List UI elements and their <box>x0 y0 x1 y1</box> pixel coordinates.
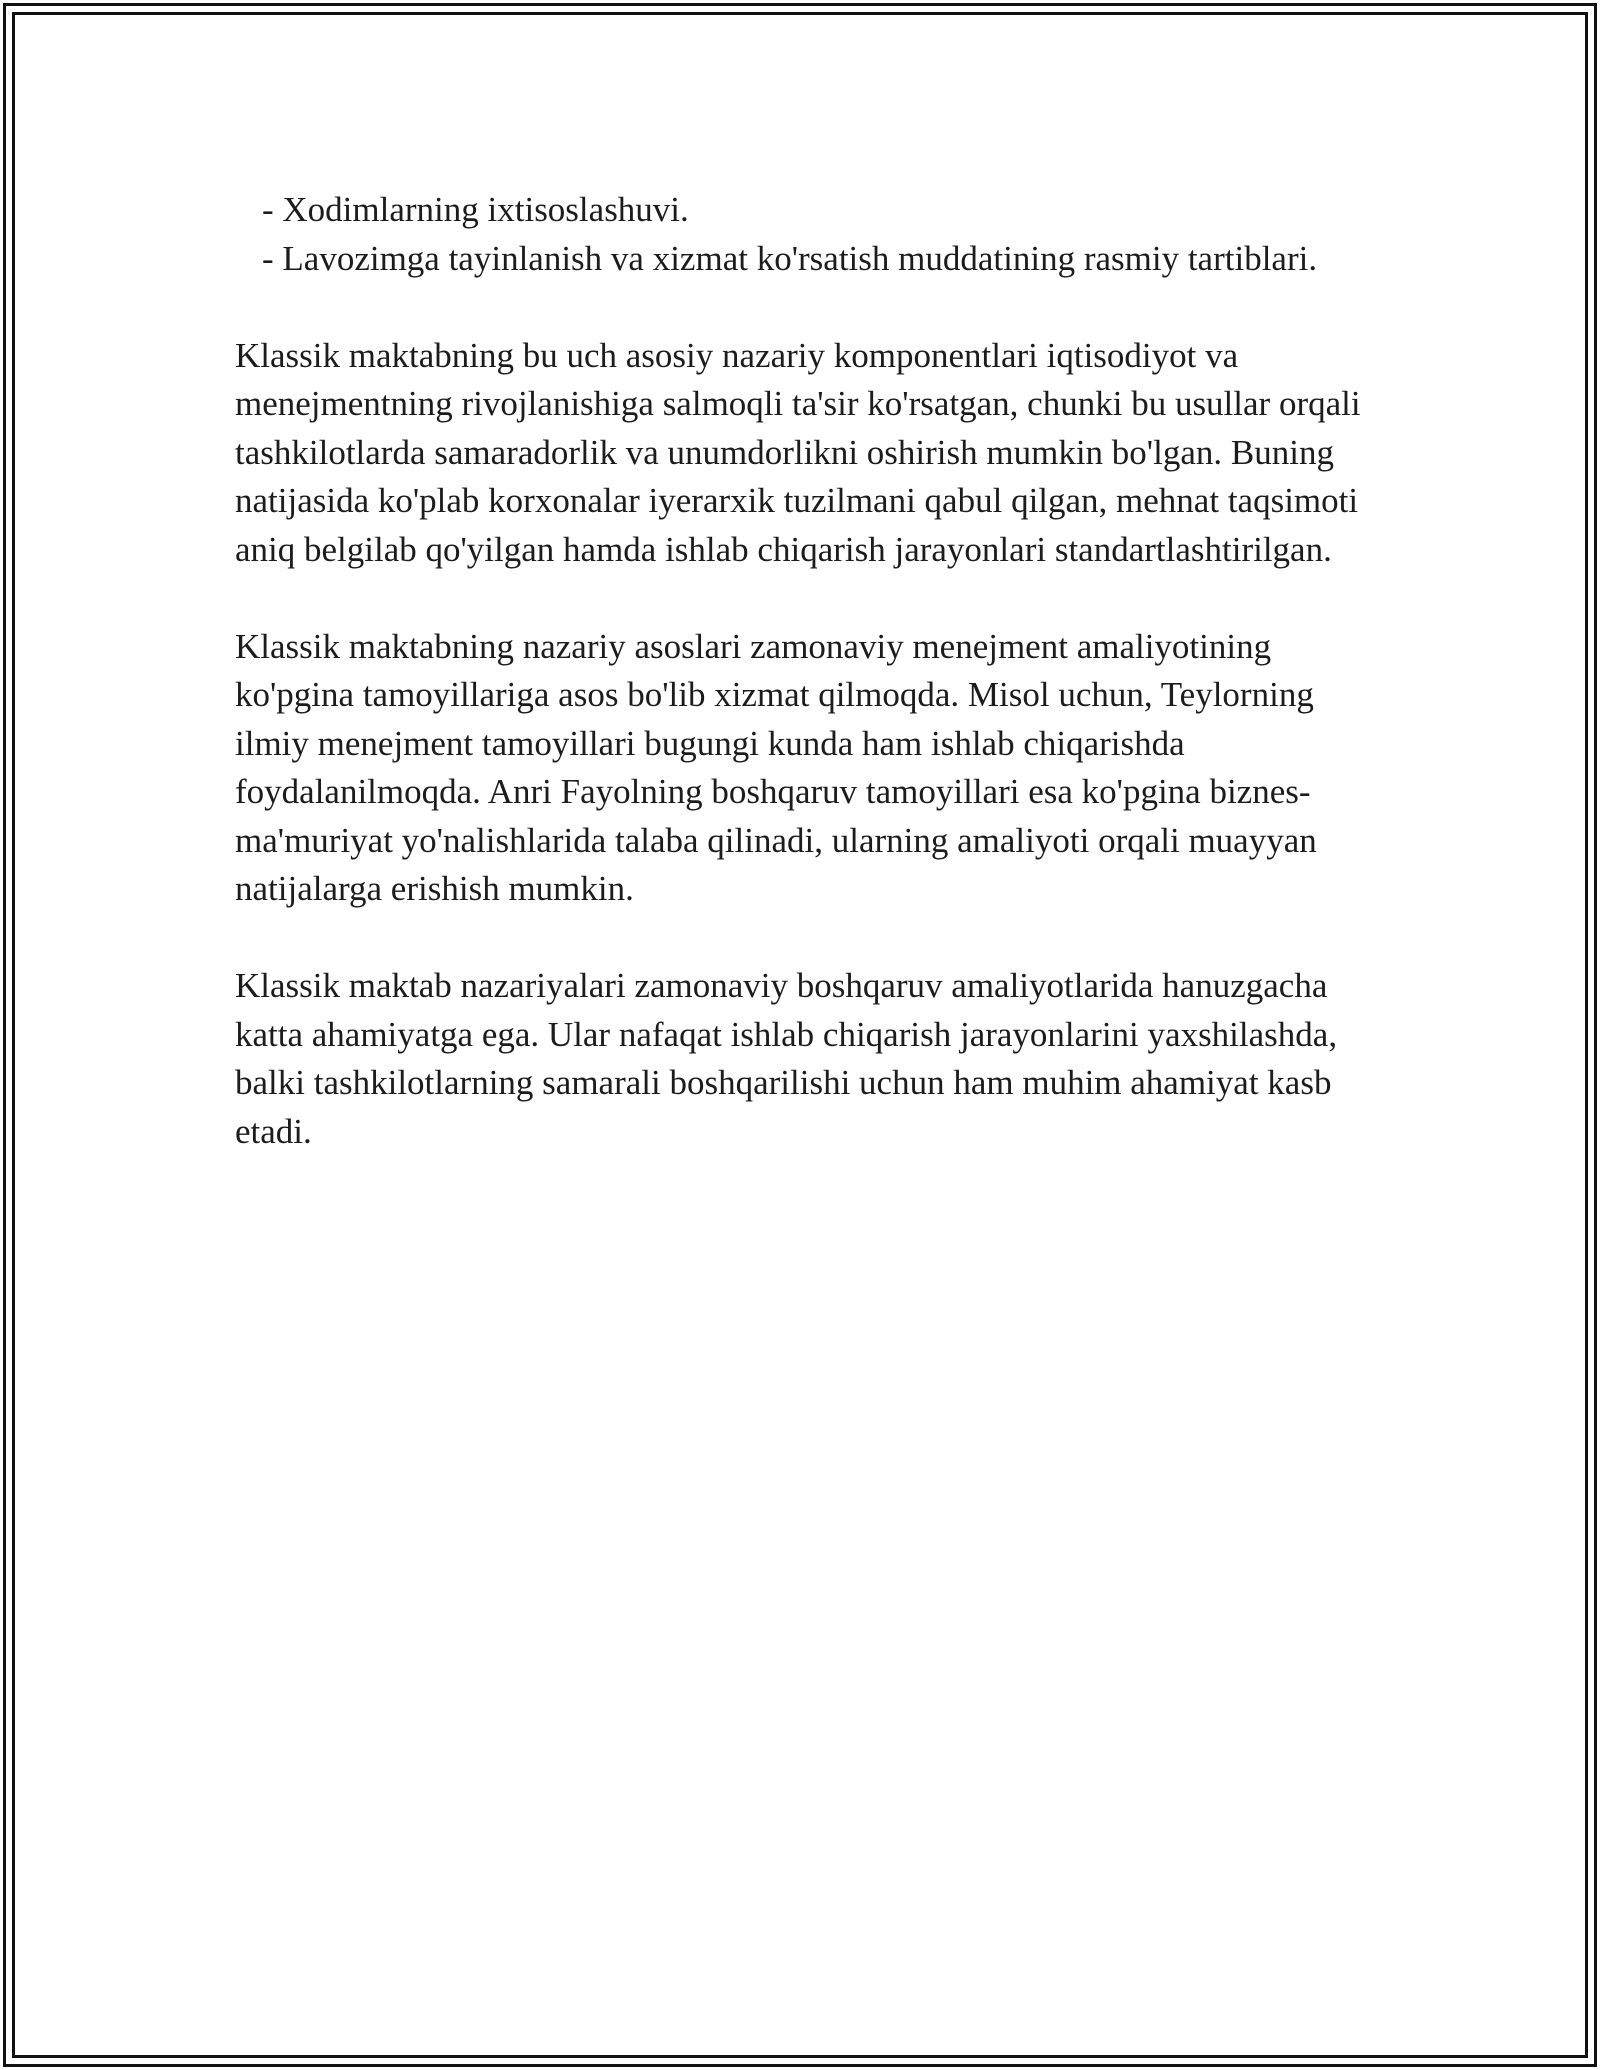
list-item: - Lavozimga tayinlanish va xizmat ko'rsatish muddatining rasmiy tartiblari. <box>262 238 1318 278</box>
document-body <box>235 186 1375 1156</box>
paragraph: Klassik maktabning nazariy asoslari zamonaviy menejment amaliyotining ko'pgina tamoyillariga asos bo'lib xizmat qilmoqda. Misol uchun, Teylorning ilmiy menejment tamoyillari bugungi kunda ham ishlab chiqarishda foydalanilmoqda. Anri Fayolning boshqaruv tamoyillari esa ko'pgina biznes-ma'muriyat yo'nalishlarida talaba qilinadi, ularning amaliyoti orqali muayyan natijalarga erishish mumkin. <box>235 626 1317 908</box>
paragraph: Klassik maktab nazariyalari zamonaviy boshqaruv amaliyotlarida hanuzgacha katta ahamiyatga ega. Ular nafaqat ishlab chiqarish jarayonlarini yaxshilashda, balki tashkilotlarning samarali boshqarilishi uchun ham muhim ahamiyat kasb etadi. <box>235 966 1338 1151</box>
list-item: - Xodimlarning ixtisoslashuvi. <box>262 190 689 229</box>
paragraph: Klassik maktabning bu uch asosiy nazariy komponentlari iqtisodiyot va menejmentning rivojlanishiga salmoqli ta'sir ko'rsatgan, chunki bu usullar orqali tashkilotlarda samaradorlik va unumdorlikni oshirish mumkin bo'lgan. Buning natijasida ko'plab korxonalar iyerarxik tuzilmani qabul qilgan, mehnat taqsimoti aniq belgilab qo'yilgan hamda ishlab chiqarish jarayonlari standartlashtirilgan. <box>235 335 1361 569</box>
